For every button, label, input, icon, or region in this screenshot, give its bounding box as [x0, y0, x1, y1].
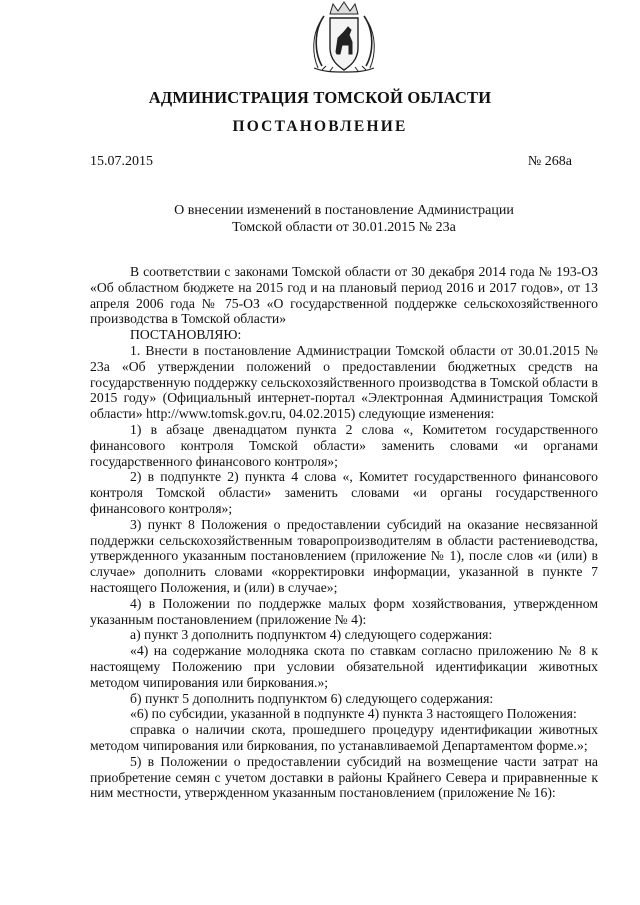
body-paragraph: «4) на содержание молодняка скота по ставкам согласно приложению № 8 к настоящему Положению при условии обязательной идентификации животных методом чипирования или биркования.»; [90, 643, 598, 690]
body-paragraph: 4) в Положении по поддержке малых форм хозяйствования, утвержденном указанным постановлением (приложение № 4): [90, 595, 598, 627]
document-number: № 268а [527, 154, 572, 169]
body-paragraph: 1. Внести в постановление Администрации Томской области от 30.01.2015 № 23а «Об утверждении положений о предоставлении бюджетных средств на государственную поддержку сельскохозяйственного производства в Томской области в 2015 году» (Официальный интернет-портал «Электронная Администрация Томской области» http://www.tomsk.gov.ru, 04.02.2015) следующие изменения: [90, 342, 598, 422]
body-paragraph: В соответствии с законами Томской области от 30 декабря 2014 года № 193-ОЗ «Об областном бюджете на 2015 год и на плановый период 2016 и 2017 годов», от 13 апреля 2006 года № 75-ОЗ «О государственной поддержке сельскохозяйственного производства в Томской области» [90, 264, 598, 327]
subject-line: О внесении изменений в постановление Администрации [174, 203, 514, 218]
body-paragraph: 2) в подпункте 2) пункта 4 слова «, Комитет государственного финансового контроля Томской области» заменить словами «и органы государственного финансового контроля»; [90, 469, 598, 516]
document-type-title: ПОСТАНОВЛЕНИЕ [232, 118, 408, 135]
body-paragraph: 3) пункт 8 Положения о предоставлении субсидий на оказание несвязанной поддержки сельскохозяйственным товаропроизводителям в области растениеводства, утвержденного указанным постановлением (приложение № 1), после слов «и (или) в случае» дополнить словами «корректировки информации, указанной в пункте 7 настоящего Положения, и (или) в случае»; [90, 516, 598, 595]
body-paragraph: б) пункт 5 дополнить подпунктом 6) следующего содержания: [130, 690, 494, 706]
organization-title: АДМИНИСТРАЦИЯ ТОМСКОЙ ОБЛАСТИ [148, 88, 492, 107]
body-paragraph: 1) в абзаце двенадцатом пункта 2 слова «, Комитетом государственного финансового контроля Томской области» заменить словами «и органами государственного финансового контроля»; [90, 421, 598, 469]
subject-line: Томской области от 30.01.2015 № 23а [232, 220, 456, 235]
body-paragraph: «6) по субсидии, указанной в подпункте 4) пункта 3 настоящего Положения: [130, 706, 577, 722]
body-paragraph: справка о наличии скота, прошедшего процедуру идентификации животных методом чипирования или биркования, по устанавливаемой Департаментом форме.»; [90, 722, 598, 753]
tomsk-coat-of-arms-icon [300, 0, 388, 74]
document-body [90, 264, 598, 801]
body-paragraph: 5) в Положении о предоставлении субсидий на возмещение части затрат на приобретение семян с учетом доставки в районы Крайнего Севера и приравненные к ним местности, утвержденном указанным постановлением (приложение № 16): [90, 753, 598, 801]
body-paragraph: ПОСТАНОВЛЯЮ: [130, 327, 242, 343]
body-paragraph: а) пункт 3 дополнить подпунктом 4) следующего содержания: [130, 627, 493, 643]
document-subject [150, 202, 538, 236]
document-date: 15.07.2015 [90, 154, 153, 169]
